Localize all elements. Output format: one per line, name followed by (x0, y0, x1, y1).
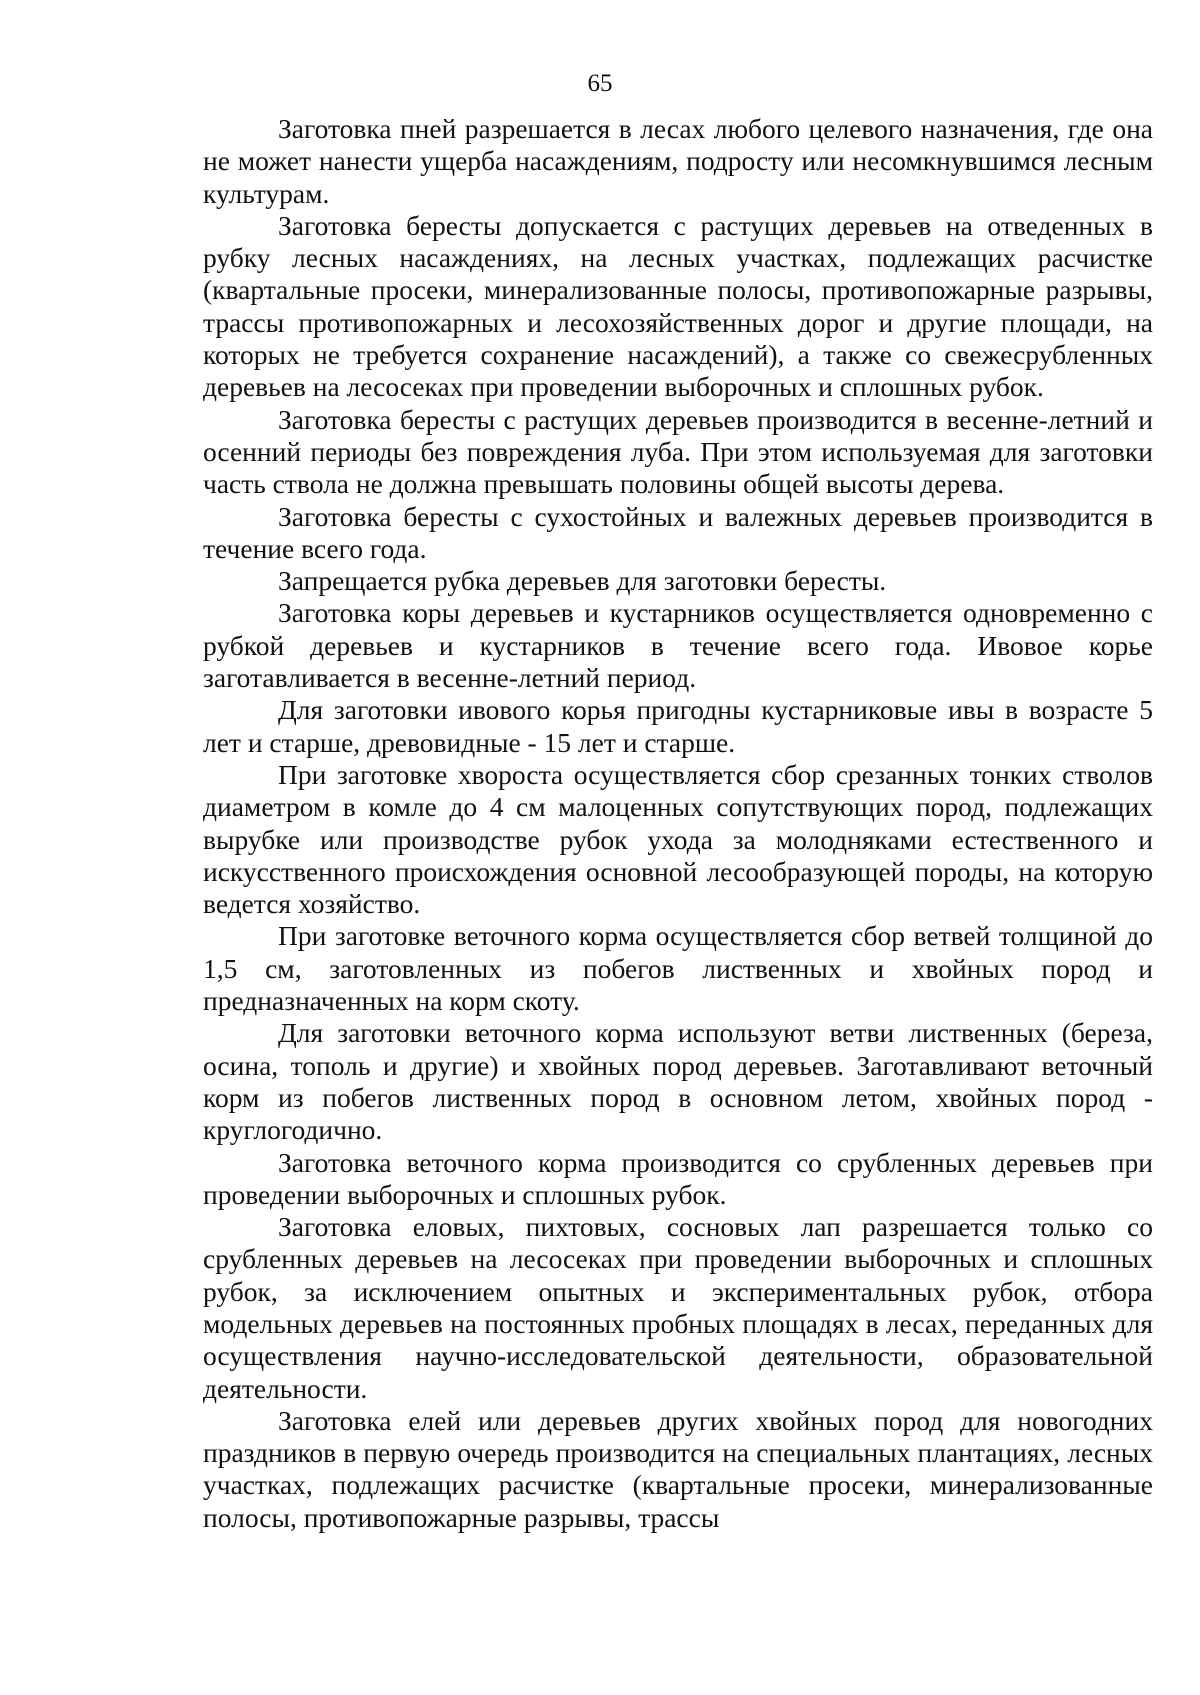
document-body (203, 113, 1153, 1534)
paragraph-stump-harvesting: Заготовка пней разрешается в лесах любого целевого назначения, где она не может нанести ущерба насаждениям, подросту или несомкнувшимся лесным культурам. (203, 113, 1153, 209)
paragraph-new-year-trees: Заготовка елей или деревьев других хвойных пород для новогодних праздников в первую очередь производится на специальных плантациях, лесных участках, подлежащих расчистке (квартальные просеки, минерализованные полосы, противопожарные разрывы, трассы (203, 1404, 1153, 1533)
paragraph-bark-harvesting: Заготовка коры деревьев и кустарников осуществляется одновременно с рубкой деревьев и кустарников в течение всего года. Ивовое корье заготавливается в весенне-летний период. (203, 597, 1153, 694)
paragraph-willow-bark-age: Для заготовки ивового корья пригодны кустарниковые ивы в возрасте 5 лет и старше, древовидные - 15 лет и старше. (203, 694, 1153, 758)
paragraph-birch-bark-deadwood: Заготовка бересты с сухостойных и валежных деревьев производится в течение всего года. (203, 500, 1153, 564)
paragraph-twig-fodder-species: Для заготовки веточного корма используют ветви лиственных (береза, осина, тополь и другие) и хвойных пород деревьев. Заготавливают веточный корм из побегов лиственных пород в основном летом, хвойных пород - круглогодично. (203, 1017, 1153, 1146)
paragraph-twig-fodder-source: Заготовка веточного корма производится со срубленных деревьев при проведении выборочных и сплошных рубок. (203, 1146, 1153, 1210)
paragraph-birch-bark-permission: Заготовка бересты допускается с растущих деревьев на отведенных в рубку лесных насаждениях, на лесных участках, подлежащих расчистке (квартальные просеки, минерализованные полосы, противопожарные разрывы, трассы противопожарных и лесохозяйственных дорог и другие площади, на которых не требуется сохранение насаждений), а также со свежесрубленных деревьев на лесосеках при проведении выборочных и сплошных рубок. (203, 209, 1153, 403)
paragraph-twig-fodder-collection: При заготовке веточного корма осуществляется сбор ветвей толщиной до 1,5 см, заготовленных из побегов лиственных и хвойных пород и предназначенных на корм скоту. (203, 920, 1153, 1017)
paragraph-birch-bark-seasons: Заготовка бересты с растущих деревьев производится в весенне-летний и осенний периоды без повреждения луба. При этом используемая для заготовки часть ствола не должна превышать половины общей высоты дерева. (203, 403, 1153, 500)
paragraph-birch-bark-prohibition: Запрещается рубка деревьев для заготовки бересты. (278, 565, 887, 597)
paragraph-conifer-branches: Заготовка еловых, пихтовых, сосновых лап разрешается только со срубленных деревьев на лесосеках при проведении выборочных и сплошных рубок, за исключением опытных и экспериментальных рубок, отбора модельных деревьев на постоянных пробных площадях в лесах, переданных для осуществления научно-исследовательской деятельности, образовательной деятельности. (203, 1211, 1153, 1404)
page-number: 65 (587, 70, 613, 97)
paragraph-brushwood-harvesting: При заготовке хвороста осуществляется сбор срезанных тонких стволов диаметром в комле до 4 см малоценных сопутствующих пород, подлежащих вырубке или производстве рубок ухода за молодняками естественного и искусственного происхождения основной лесообразующей породы, на которую ведется хозяйство. (203, 758, 1153, 920)
